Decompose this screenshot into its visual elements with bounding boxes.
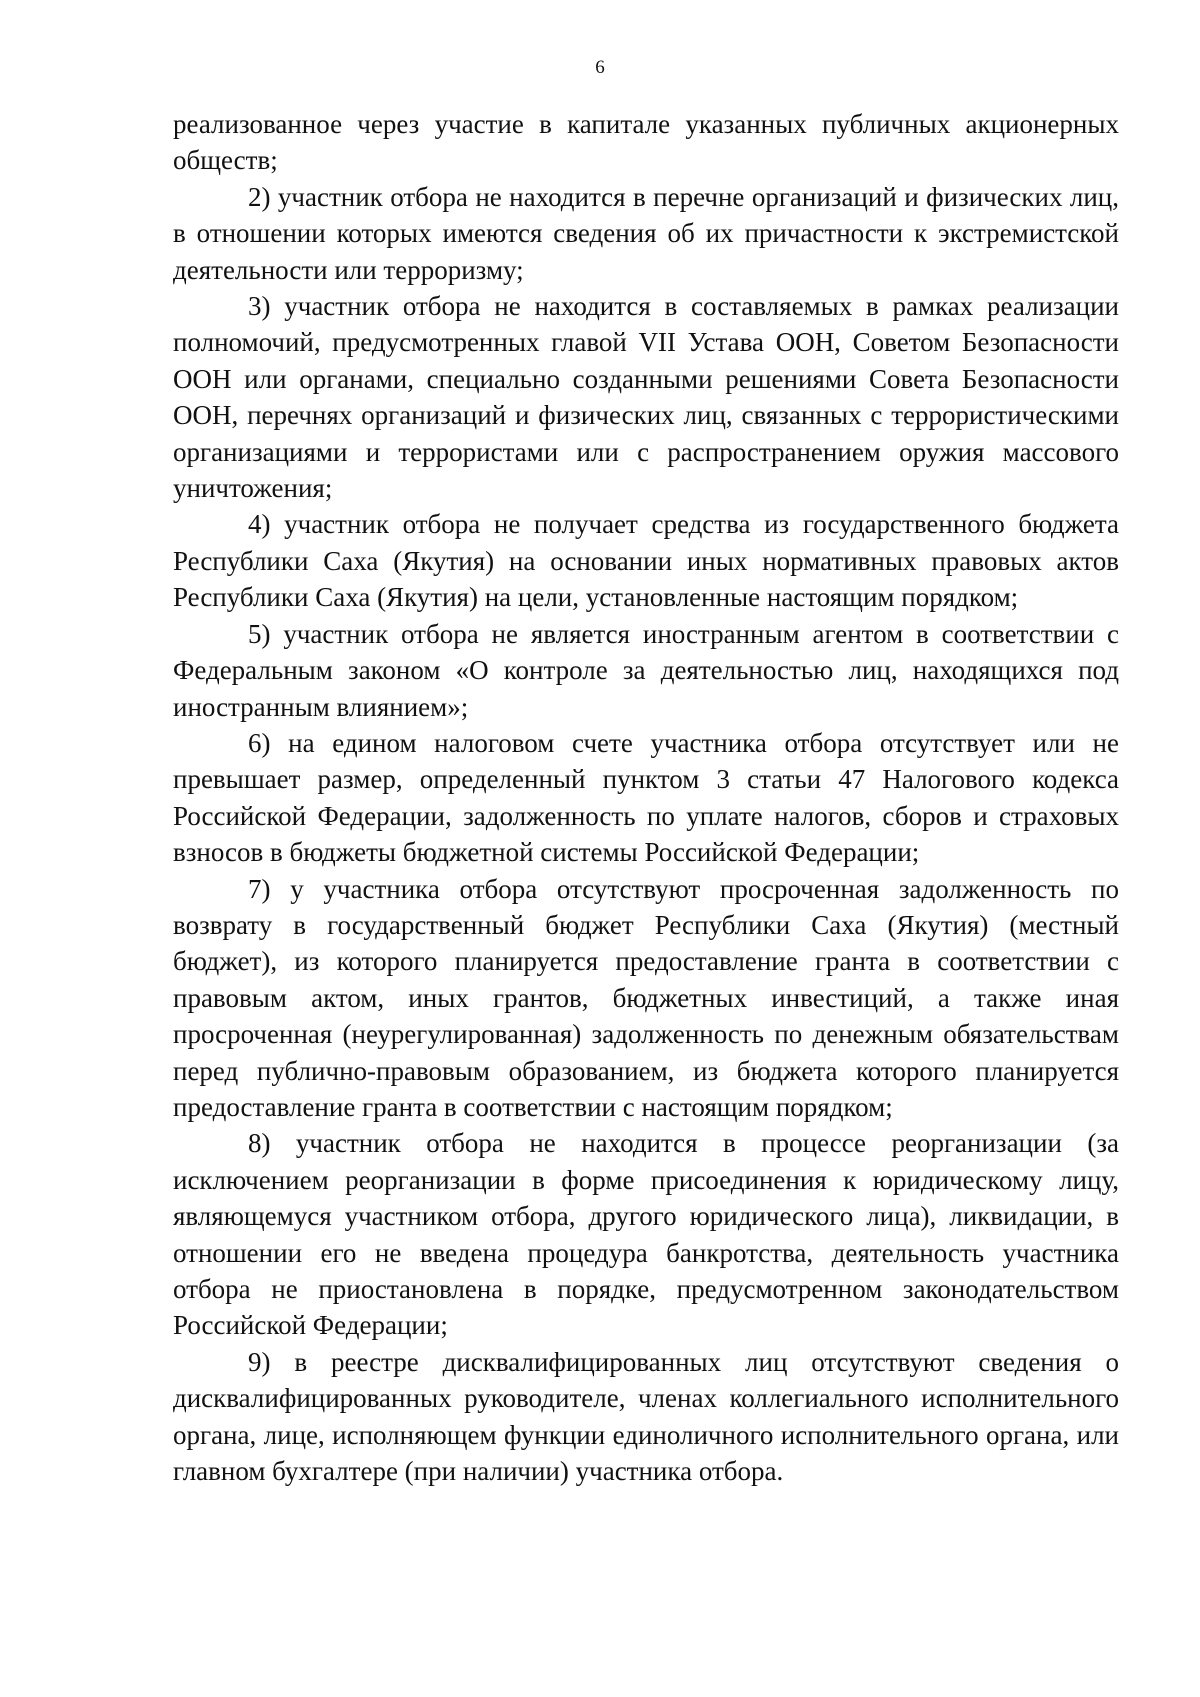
list-item-4: 4) участник отбора не получает средства из государственного бюджета Республики Саха (Якутия) на основании иных нормативных правовых актов Республики Саха (Якутия) на цели, установленные настоящим порядком; — [173, 509, 1119, 613]
page-number: 6 — [595, 57, 605, 78]
list-item-3: 3) участник отбора не находится в составляемых в рамках реализации полномочий, предусмотренных главой VII Устава ООН, Советом Безопасности ООН или органами, специально созданными решениями Совета Безопасности ООН, перечнях организаций и физических лиц, связанных с террористическими организациями и террористами или с распространением оружия массового уничтожения; — [173, 291, 1119, 504]
list-item-6: 6) на едином налоговом счете участника отбора отсутствует или не превышает размер, определенный пунктом 3 статьи 47 Налогового кодекса Российской Федерации, задолженность по уплате налогов, сборов и страховых взносов в бюджеты бюджетной системы Российской Федерации; — [173, 727, 1119, 868]
list-item-9: 9) в реестре дисквалифицированных лиц отсутствуют сведения о дисквалифицированных руководителе, членах коллегиального исполнительного органа, лице, исполняющем функции единоличного исполнительного органа, или главном бухгалтере (при наличии) участника отбора. — [173, 1346, 1119, 1487]
list-item-5: 5) участник отбора не является иностранным агентом в соответствии с Федеральным законом «О контроле за деятельностью лиц, находящихся под иностранным влиянием»; — [173, 618, 1119, 722]
paragraph-continuation: реализованное через участие в капитале указанных публичных акционерных обществ; — [173, 109, 1119, 176]
document-body — [173, 106, 1119, 1489]
list-item-2: 2) участник отбора не находится в перечне организаций и физических лиц, в отношении которых имеются сведения об их причастности к экстремистской деятельности или терроризму; — [173, 181, 1119, 285]
list-item-8: 8) участник отбора не находится в процессе реорганизации (за исключением реорганизации в форме присоединения к юридическому лицу, являющемуся участником отбора, другого юридического лица), ликвидации, в отношении его не введена процедура банкротства, деятельность участника отбора не приостановлена в порядке, предусмотренном законодательством Российской Федерации; — [173, 1128, 1119, 1341]
list-item-7: 7) у участника отбора отсутствуют просроченная задолженность по возврату в государственный бюджет Республики Саха (Якутия) (местный бюджет), из которого планируется предоставление гранта в соответствии с правовым актом, иных грантов, бюджетных инвестиций, а также иная просроченная (неурегулированная) задолженность по денежным обязательствам перед публично-правовым образованием, из бюджета которого планируется предоставление гранта в соответствии с настоящим порядком; — [173, 873, 1119, 1122]
